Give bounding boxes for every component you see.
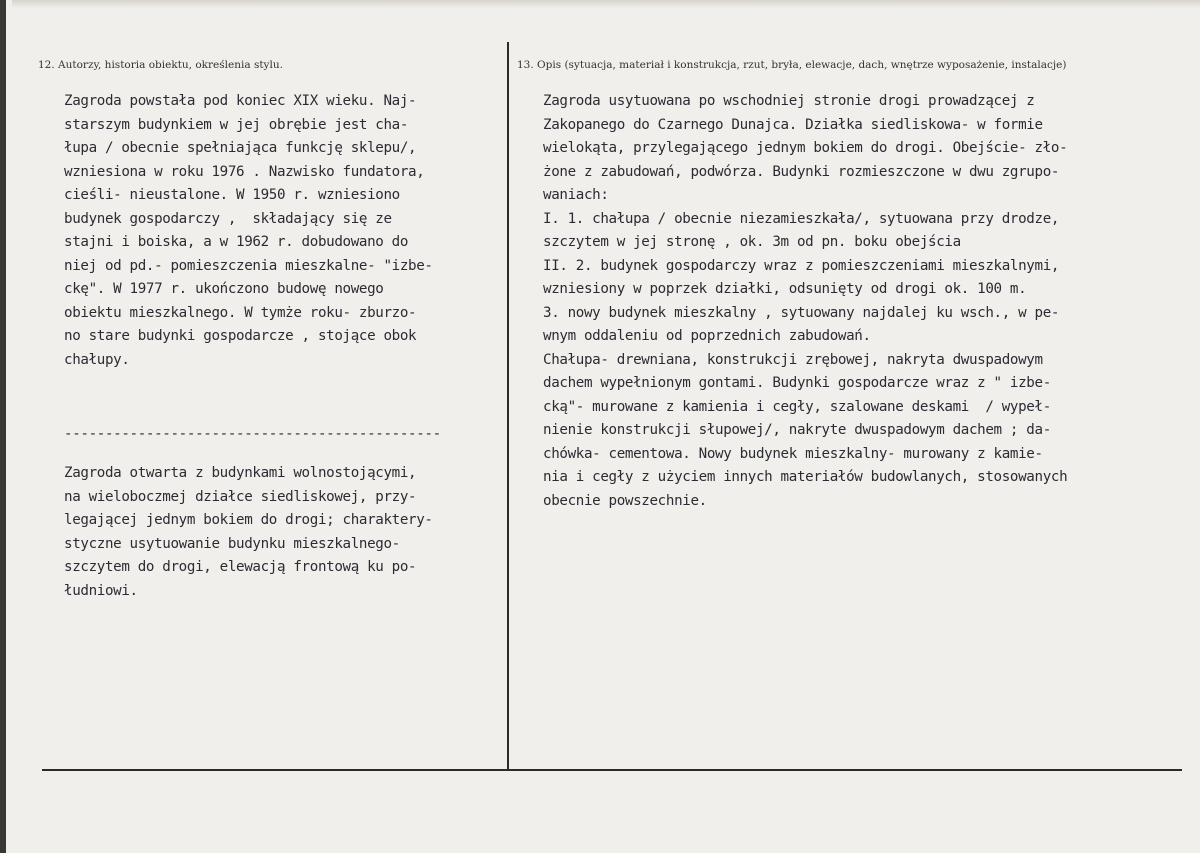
section-12-style-text: Zagroda otwarta z budynkami wolnostojącymi, na wieloboczmej działce siedliskowej, przy- legającej jednym bokiem do drogi; charaktery- styczne usytuowanie budynku mieszkalnego- szczytem do drogi, elewacją frontową ku po- łudniowi.: [64, 465, 433, 599]
section-13-heading: 13. Opis (sytuacja, materiał i konstrukcja, rzut, bryła, elewacje, dach, wnętrze wyposażenie, instalacje): [517, 59, 1067, 71]
section-12-history-text: Zagroda powstała pod koniec XIX wieku. Naj- starszym budynkiem w jej obrębie jest cha- łupa / obecnie spełniająca funkcję sklepu/, wzniesiona w roku 1976 . Nazwisko fundatora, cieśli- nieustalone. W 1950 r. wzniesiono budynek gospodarczy , składający się ze stajni i boiska, a w 1962 r. dobudowano do niej od pd.- pomieszczenia mieszkalne- "izbe- ckę". W 1977 r. ukończono budowę nowego obiektu mieszkalnego. W tymże roku- zburzo- no stare budynki gospodarcze , stojące obok chałupy.: [64, 93, 433, 368]
section-12-heading: 12. Autorzy, historia obiektu, określenia stylu.: [38, 59, 283, 71]
bottom-rule: [42, 769, 1182, 771]
paper-top-edge: [12, 0, 1200, 8]
section-13-description-text: Zagroda usytuowana po wschodniej stronie drogi prowadzącej z Zakopanego do Czarnego Dunajca. Działka siedliskowa- w formie wielokąta, przylegającego jednym bokiem do drogi. Obejście- zło- żone z zabudowań, podwórza. Budynki rozmieszczone w dwu zgrupo- waniach: I. 1. chałupa / obecnie niezamieszkała/, sytuowana przy drodze, szczytem w jej stronę , ok. 3m od pn. boku obejścia II. 2. budynek gospodarczy wraz z pomieszczeniami mieszkalnymi, wzniesiony w poprzek działki, odsunięty od drogi ok. 100 m. 3. nowy budynek mieszkalny , sytuowany najdalej ku wsch., w pe- wnym oddaleniu od poprzednich zabudowań. Chałupa- drewniana, konstrukcji zrębowej, nakryta dwuspadowym dachem wypełnionym gontami. Budynki gospodarcze wraz z " izbe- cką"- murowane z kamienia i cegły, szalowane deskami / wypeł- nienie konstrukcji słupowej/, nakryte dwuspadowym dachem ; da- chówka- cementowa. Nowy budynek mieszkalny- murowany z kamie- nia i cegły z użyciem innych materiałów budowlanych, stosowanych obecnie powszechnie.: [543, 93, 1068, 509]
typed-separator: ----------------------------------------------: [64, 426, 441, 442]
column-divider: [507, 42, 509, 769]
